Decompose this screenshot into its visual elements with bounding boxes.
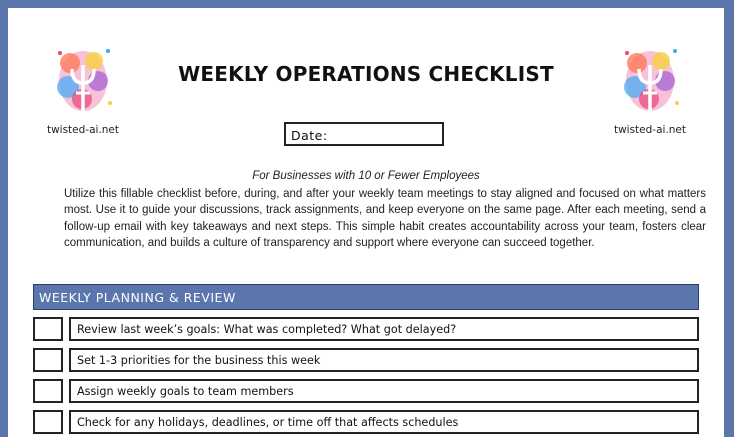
logo-website-text: twisted-ai.net bbox=[46, 124, 120, 136]
checklist-checkbox[interactable] bbox=[33, 317, 63, 341]
date-field[interactable]: Date: bbox=[284, 122, 444, 146]
subtitle: For Businesses with 10 or Fewer Employees bbox=[252, 170, 480, 182]
logo-right bbox=[610, 41, 690, 136]
document-page bbox=[8, 8, 724, 437]
logo-left bbox=[43, 41, 123, 136]
intro-paragraph: Utilize this fillable checklist before, during, and after your weekly team meetings to stay aligned and focused on what matters most. Use it to guide your discussions, track assignments, and keep everyone on the same page. After each meeting, send a follow-up email with key takeaways and next steps. This simple habit creates accountability across your team, fosters clear communication, and builds a culture of transparency and support where everyone can succeed together. bbox=[64, 188, 706, 250]
checklist-item-text: Review last week’s goals: What was completed? What got delayed? bbox=[69, 317, 699, 341]
checklist-checkbox[interactable] bbox=[33, 379, 63, 403]
checklist-item-text: Assign weekly goals to team members bbox=[69, 379, 699, 403]
section-header-weekly-planning: WEEKLY PLANNING & REVIEW bbox=[33, 284, 699, 310]
checklist-item-text: Set 1-3 priorities for the business this week bbox=[69, 348, 699, 372]
checklist-item-text: Check for any holidays, deadlines, or time off that affects schedules bbox=[69, 410, 699, 434]
checklist-checkbox[interactable] bbox=[33, 348, 63, 372]
logo-website-text: twisted-ai.net bbox=[613, 124, 687, 136]
checklist-checkbox[interactable] bbox=[33, 410, 63, 434]
page-title: WEEKLY OPERATIONS CHECKLIST bbox=[178, 62, 554, 86]
